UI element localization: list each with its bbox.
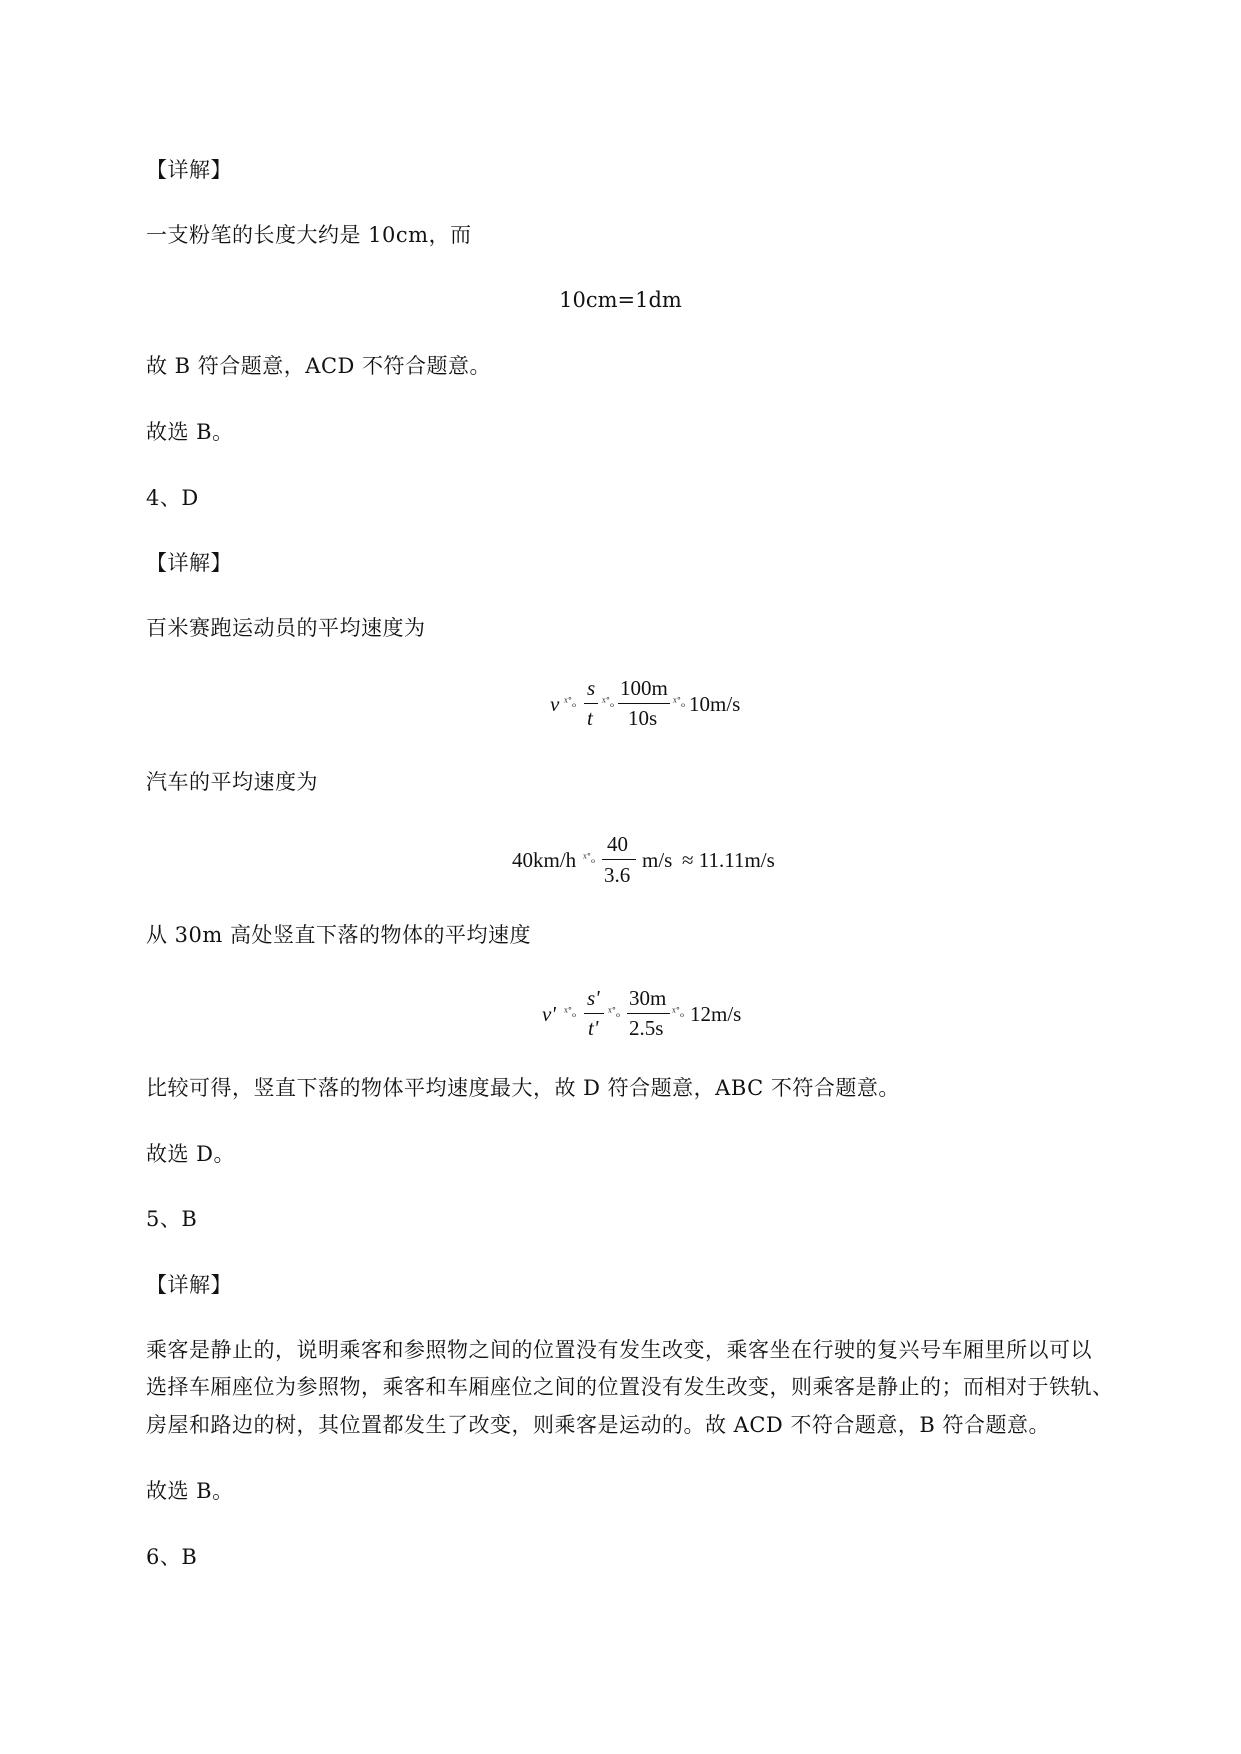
answer-line: 故选 B。 <box>146 420 234 444</box>
text-line: 汽车的平均速度为 <box>146 770 318 794</box>
eq-denominator: t' <box>588 1016 599 1040</box>
eq-result: ≈ 11.11m/s <box>682 848 775 872</box>
eq-garbled-mark: ˣ˚ₒ <box>602 694 614 709</box>
text-line: 比较可得，竖直下落的物体平均速度最大，故 D 符合题意，ABC 不符合题意。 <box>146 1076 900 1100</box>
fraction-bar <box>618 703 670 704</box>
text-line: 从 30m 高处竖直下落的物体的平均速度 <box>146 923 531 947</box>
eq-numerator: 30m <box>629 986 667 1010</box>
equation-runner-speed <box>550 670 750 740</box>
question-number: 5、B <box>146 1207 198 1231</box>
eq-denominator: t <box>587 706 593 730</box>
text-line: 百米赛跑运动员的平均速度为 <box>146 616 426 640</box>
section-heading: 【详解】 <box>146 551 232 575</box>
eq-symbol: v' <box>542 1002 556 1026</box>
centered-equation: 10cm=1dm <box>559 288 682 312</box>
text-line: 一支粉笔的长度大约是 10cm，而 <box>146 223 472 247</box>
equation-car-speed <box>512 826 792 896</box>
eq-denominator: 3.6 <box>604 863 631 887</box>
fraction-bar <box>602 859 636 860</box>
eq-numerator: 40 <box>607 832 628 856</box>
eq-garbled-mark: ˣ˚ₒ <box>672 1004 684 1019</box>
eq-garbled-mark: ˣ˚ₒ <box>583 850 595 865</box>
text-line: 房屋和路边的树，其位置都发生了改变，则乘客是运动的。故 ACD 不符合题意，B 符合题意。 <box>146 1413 1051 1437</box>
eq-garbled-mark: ˣ˚ₒ <box>608 1004 620 1019</box>
text-line: 故 B 符合题意，ACD 不符合题意。 <box>146 354 492 378</box>
eq-numerator: s <box>587 676 596 700</box>
question-number: 4、D <box>146 486 199 510</box>
question-number: 6、B <box>146 1545 198 1569</box>
section-heading: 【详解】 <box>146 158 232 182</box>
text-line: 乘客是静止的，说明乘客和参照物之间的位置没有发生改变，乘客坐在行驶的复兴号车厢里所以可以 <box>146 1338 1092 1362</box>
eq-garbled-mark: ˣ˚ₒ <box>564 694 576 709</box>
eq-denominator: 2.5s <box>629 1016 664 1040</box>
eq-term: 40km/h <box>512 848 577 872</box>
fraction-bar <box>627 1013 670 1014</box>
eq-garbled-mark: ˣ˚ₒ <box>564 1004 576 1019</box>
section-heading: 【详解】 <box>146 1273 232 1297</box>
equation-fall-speed <box>542 980 762 1050</box>
eq-result: 10m/s <box>689 692 741 716</box>
eq-result: 12m/s <box>690 1002 742 1026</box>
answer-line: 故选 B。 <box>146 1479 234 1503</box>
eq-numerator: 100m <box>620 676 668 700</box>
answer-line: 故选 D。 <box>146 1142 236 1166</box>
eq-numerator: s' <box>587 986 600 1010</box>
eq-garbled-mark: ˣ˚ₒ <box>673 694 685 709</box>
eq-symbol: v <box>550 692 560 716</box>
fraction-bar <box>584 1013 604 1014</box>
eq-denominator: 10s <box>628 706 658 730</box>
fraction-bar <box>584 703 598 704</box>
text-line: 选择车厢座位为参照物，乘客和车厢座位之间的位置没有发生改变，则乘客是静止的；而相对于铁轨、 <box>146 1375 1114 1399</box>
eq-unit: m/s <box>642 848 673 872</box>
